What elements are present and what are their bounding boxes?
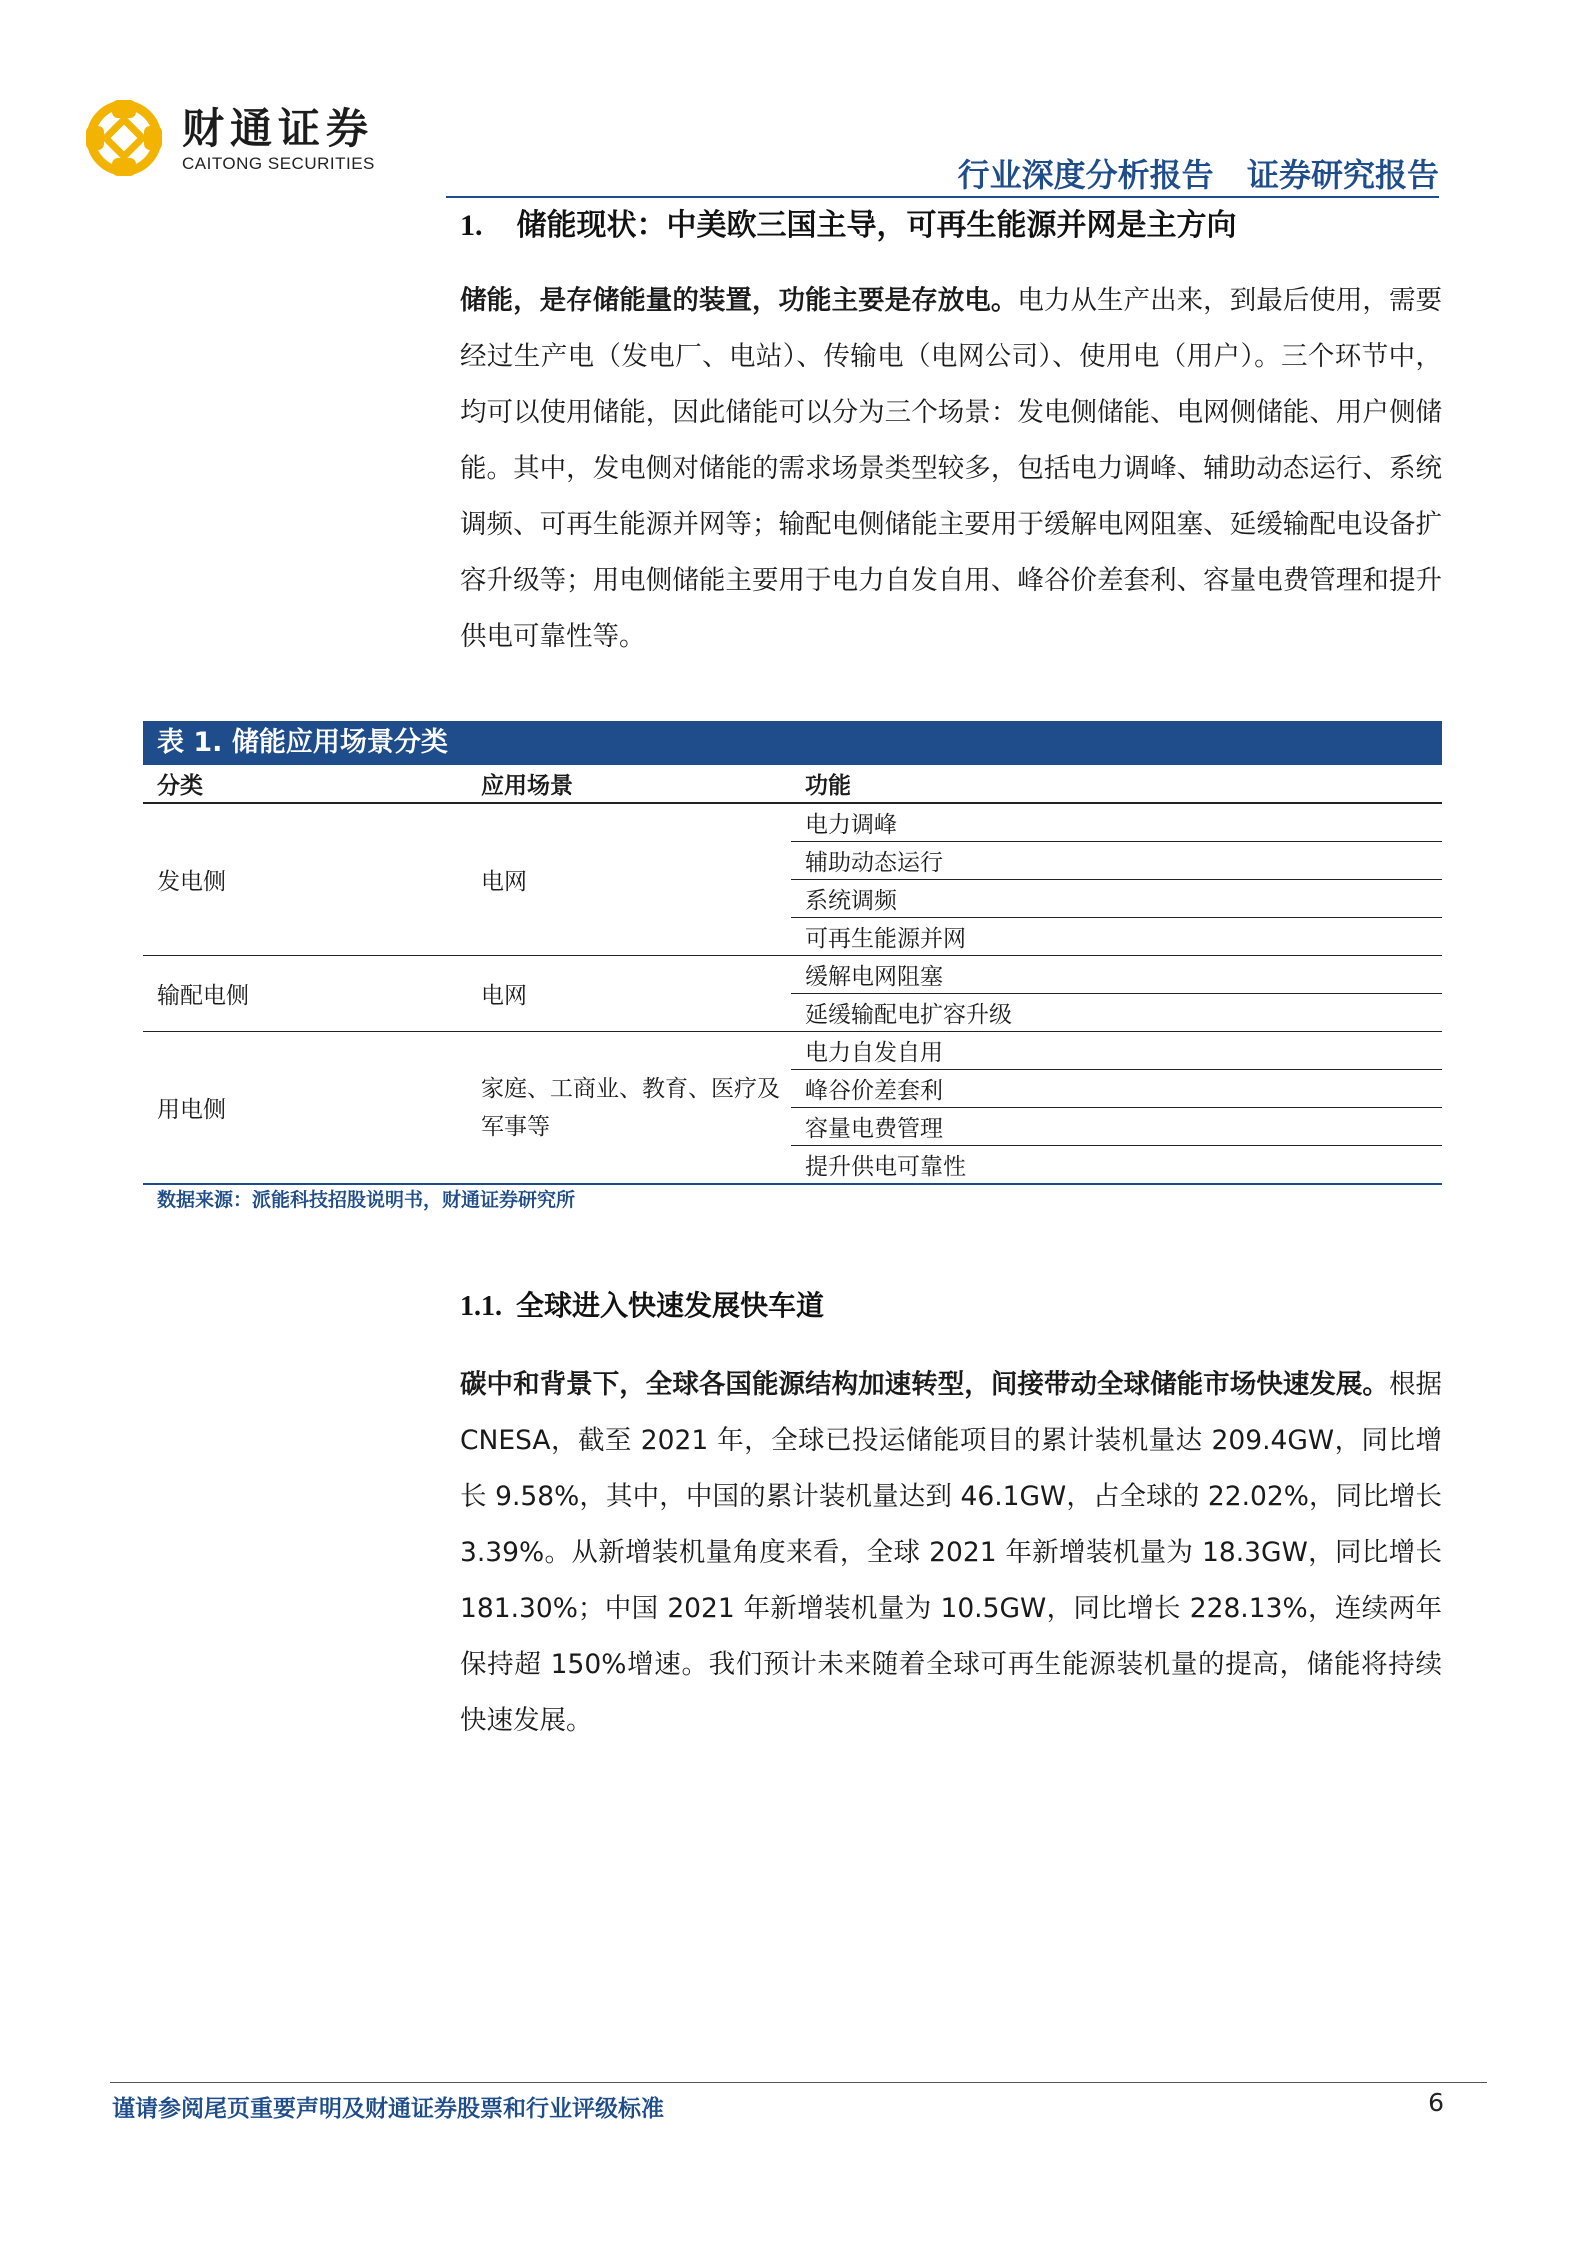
table-row	[143, 956, 1442, 994]
table-cell-scene: 电网	[467, 956, 791, 1032]
table-cell-function: 提升供电可靠性	[791, 1146, 1442, 1185]
brand-name-en: CAITONG SECURITIES	[182, 154, 375, 173]
table-cell-function: 可再生能源并网	[791, 918, 1442, 956]
section-1-1-body: 根据 CNESA，截至 2021 年，全球已投运储能项目的累计装机量达 209.4GW，同比增长 9.58%，其中，中国的累计装机量达到 46.1GW，占全球的 22.02%，同比增长 3.39%。从新增装机量角度来看，全球 2021 年新增装机量为 18.3GW，同比增长 181.30%；中国 2021 年新增装机量为 10.5GW，同比增长 228.13%，连续两年保持超 150%增速。我们预计未来随着全球可再生能源装机量的提高，储能将持续快速发展。	[460, 1369, 1443, 1736]
table-row	[143, 1032, 1442, 1070]
section-1-1-title: 全球进入快速发展快车道	[516, 1289, 825, 1322]
section-1-1-heading	[460, 1284, 824, 1324]
brand-name-cn: 财通证券	[182, 104, 375, 153]
table-cell-category: 发电侧	[143, 803, 467, 956]
table-row	[143, 803, 1442, 842]
caitong-logo-icon	[78, 92, 170, 184]
table-source: 数据来源：派能科技招股说明书，财通证券研究所	[157, 1189, 576, 1211]
section-1-1-lead: 碳中和背景下，全球各国能源结构加速转型，间接带动全球储能市场快速发展。	[460, 1369, 1389, 1400]
page-number: 6	[1428, 2088, 1444, 2117]
table-header-scene: 应用场景	[467, 765, 791, 803]
table-cell-function: 电力调峰	[791, 803, 1442, 842]
table-cell-category: 输配电侧	[143, 956, 467, 1032]
table-cell-function: 系统调频	[791, 880, 1442, 918]
table-cell-scene-text: 家庭、工商业、教育、医疗及军事等	[481, 1075, 780, 1140]
section-1-1-paragraph	[460, 1357, 1442, 1749]
section-1-heading	[460, 200, 1237, 244]
section-1-lead: 储能，是存储能量的装置，功能主要是存放电。	[460, 285, 1018, 316]
table-cell-scene: 电网	[467, 803, 791, 956]
section-1-number: 1.	[460, 209, 483, 242]
table-cell-function: 延缓输配电扩容升级	[791, 994, 1442, 1032]
table-cell-function: 缓解电网阻塞	[791, 956, 1442, 994]
section-1-title: 储能现状：中美欧三国主导，可再生能源并网是主方向	[516, 208, 1237, 243]
section-1-body: 电力从生产出来，到最后使用，需要经过生产电（发电厂、电站）、传输电（电网公司）、使用电（用户）。三个环节中，均可以使用储能，因此储能可以分为三个场景：发电侧储能、电网侧储能、用户侧储能。其中，发电侧对储能的需求场景类型较多，包括电力调峰、辅助动态运行、系统调频、可再生能源并网等；输配电侧储能主要用于缓解电网阻塞、延缓输配电设备扩容升级等；用电侧储能主要用于电力自发自用、峰谷价差套利、容量电费管理和提升供电可靠性等。	[460, 285, 1442, 652]
table-cell-function: 辅助动态运行	[791, 842, 1442, 880]
company-logo	[78, 92, 438, 184]
table-header-function: 功能	[791, 765, 1442, 803]
footer-disclaimer: 谨请参阅尾页重要声明及财通证券股票和行业评级标准	[112, 2096, 664, 2122]
table-cell-function: 电力自发自用	[791, 1032, 1442, 1070]
table-cell-category: 用电侧	[143, 1032, 467, 1185]
table-cell-function: 峰谷价差套利	[791, 1070, 1442, 1108]
section-1-paragraph	[460, 273, 1442, 665]
table-cell-scene	[467, 1032, 791, 1185]
report-type: 行业深度分析报告 证券研究报告	[957, 156, 1439, 194]
footer-divider	[110, 2082, 1487, 2083]
table-header-category: 分类	[143, 765, 467, 803]
table-header-row	[143, 765, 1442, 803]
section-1-1-number: 1.1.	[460, 1291, 502, 1322]
header-divider	[446, 196, 1439, 198]
storage-scenario-table	[143, 765, 1442, 1185]
table-cell-function: 容量电费管理	[791, 1108, 1442, 1146]
table-title: 表 1. 储能应用场景分类	[143, 721, 1442, 765]
